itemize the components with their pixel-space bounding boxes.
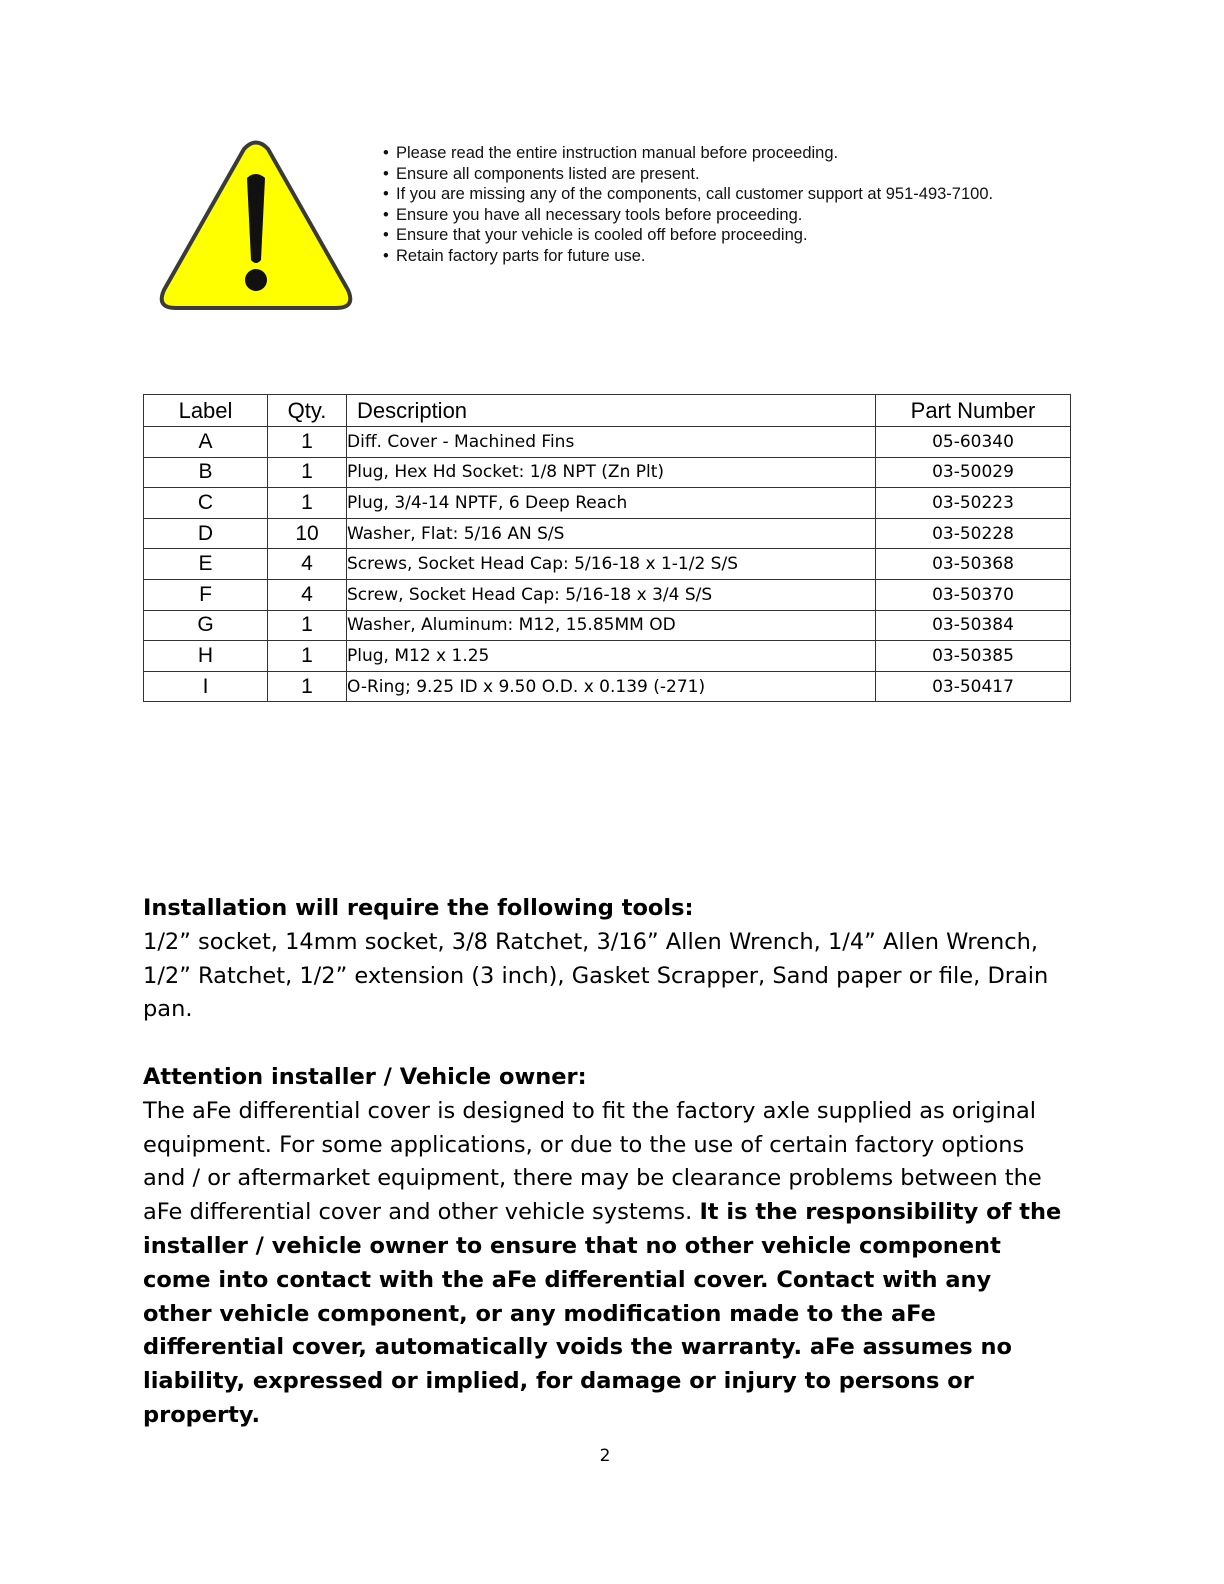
row-part-number: 03-50223	[876, 488, 1071, 519]
tools-heading: Installation will require the following tools:	[143, 895, 694, 921]
row-label: I	[144, 671, 268, 702]
row-part-number: 03-50417	[876, 671, 1071, 702]
row-qty: 1	[268, 671, 347, 702]
header-description: Description	[347, 395, 876, 427]
row-qty: 1	[268, 488, 347, 519]
note-item: • Ensure that your vehicle is cooled off before proceeding.	[383, 226, 808, 244]
row-description: Screw, Socket Head Cap: 5/16-18 x 3/4 S/S	[347, 579, 876, 610]
row-label: F	[144, 579, 268, 610]
table-row	[144, 641, 1071, 672]
row-label: H	[144, 641, 268, 672]
row-part-number: 03-50385	[876, 641, 1071, 672]
header-qty: Qty.	[268, 395, 347, 427]
parts-table	[143, 394, 1071, 702]
row-description: Screws, Socket Head Cap: 5/16-18 x 1-1/2 S/S	[347, 549, 876, 580]
row-part-number: 03-50368	[876, 549, 1071, 580]
row-qty: 1	[268, 641, 347, 672]
note-item: • Please read the entire instruction manual before proceeding.	[383, 144, 839, 162]
row-description: Diff. Cover - Machined Fins	[347, 427, 876, 458]
attention-heading: Attention installer / Vehicle owner:	[143, 1064, 587, 1090]
tools-section	[143, 892, 1063, 1027]
note-item: • Ensure all components listed are present.	[383, 164, 700, 183]
row-description: Plug, M12 x 1.25	[347, 641, 876, 672]
row-label: A	[144, 427, 268, 458]
row-label: D	[144, 518, 268, 549]
table-row	[144, 457, 1071, 488]
header-part-number: Part Number	[876, 395, 1071, 427]
row-description: Plug, 3/4-14 NPTF, 6 Deep Reach	[347, 488, 876, 519]
page-number: 2	[599, 1446, 611, 1466]
row-qty: 10	[268, 518, 347, 549]
warranty-disclaimer: It is the responsibility of the installer / vehicle owner to ensure that no other vehicle component come into contact with the aFe differential cover. Contact with any other vehicle component, or any modification made to the aFe differential cover, automatically voids the warranty. aFe assumes no liability, expressed or implied, for damage or injury to persons or property.	[143, 1199, 1062, 1428]
row-qty: 1	[268, 610, 347, 641]
attention-section	[143, 1061, 1063, 1433]
attention-body	[143, 1095, 1063, 1433]
row-description: Washer, Aluminum: M12, 15.85MM OD	[347, 610, 876, 641]
warning-triangle-icon	[158, 140, 354, 314]
row-part-number: 03-50384	[876, 610, 1071, 641]
row-label: C	[144, 488, 268, 519]
table-row	[144, 671, 1071, 702]
table-row	[144, 518, 1071, 549]
row-label: G	[144, 610, 268, 641]
row-part-number: 05-60340	[876, 427, 1071, 458]
table-header-row	[144, 395, 1071, 427]
row-label: B	[144, 457, 268, 488]
row-description: Washer, Flat: 5/16 AN S/S	[347, 518, 876, 549]
row-qty: 4	[268, 579, 347, 610]
row-qty: 1	[268, 457, 347, 488]
note-item: • If you are missing any of the components, call customer support at 951-493-7100.	[383, 185, 994, 203]
pre-install-notes	[383, 143, 993, 266]
note-item: • Ensure you have all necessary tools before proceeding.	[383, 205, 803, 224]
row-part-number: 03-50228	[876, 518, 1071, 549]
row-part-number: 03-50370	[876, 579, 1071, 610]
table-row	[144, 427, 1071, 458]
table-row	[144, 549, 1071, 580]
table-row	[144, 579, 1071, 610]
row-part-number: 03-50029	[876, 457, 1071, 488]
row-description: Plug, Hex Hd Socket: 1/8 NPT (Zn Plt)	[347, 457, 876, 488]
table-row	[144, 610, 1071, 641]
header-label: Label	[144, 395, 268, 427]
row-qty: 4	[268, 549, 347, 580]
row-description: O-Ring; 9.25 ID x 9.50 O.D. x 0.139 (-271)	[347, 671, 876, 702]
attention-text: The aFe differential cover is designed to fit the factory axle supplied as original equipment. For some applications, or due to the use of certain factory options and / or aftermarket equipment, there may be clearance problems between the aFe differential cover and other vehicle systems.	[143, 1097, 1042, 1226]
row-label: E	[144, 549, 268, 580]
row-qty: 1	[268, 427, 347, 458]
note-item: • Retain factory parts for future use.	[383, 246, 646, 265]
table-row	[144, 488, 1071, 519]
tools-list: 1/2” socket, 14mm socket, 3/8 Ratchet, 3/16” Allen Wrench, 1/4” Allen Wrench, 1/2” Ratchet, 1/2” extension (3 inch), Gasket Scrapper, Sand paper or file, Drain pan.	[143, 928, 1049, 1023]
